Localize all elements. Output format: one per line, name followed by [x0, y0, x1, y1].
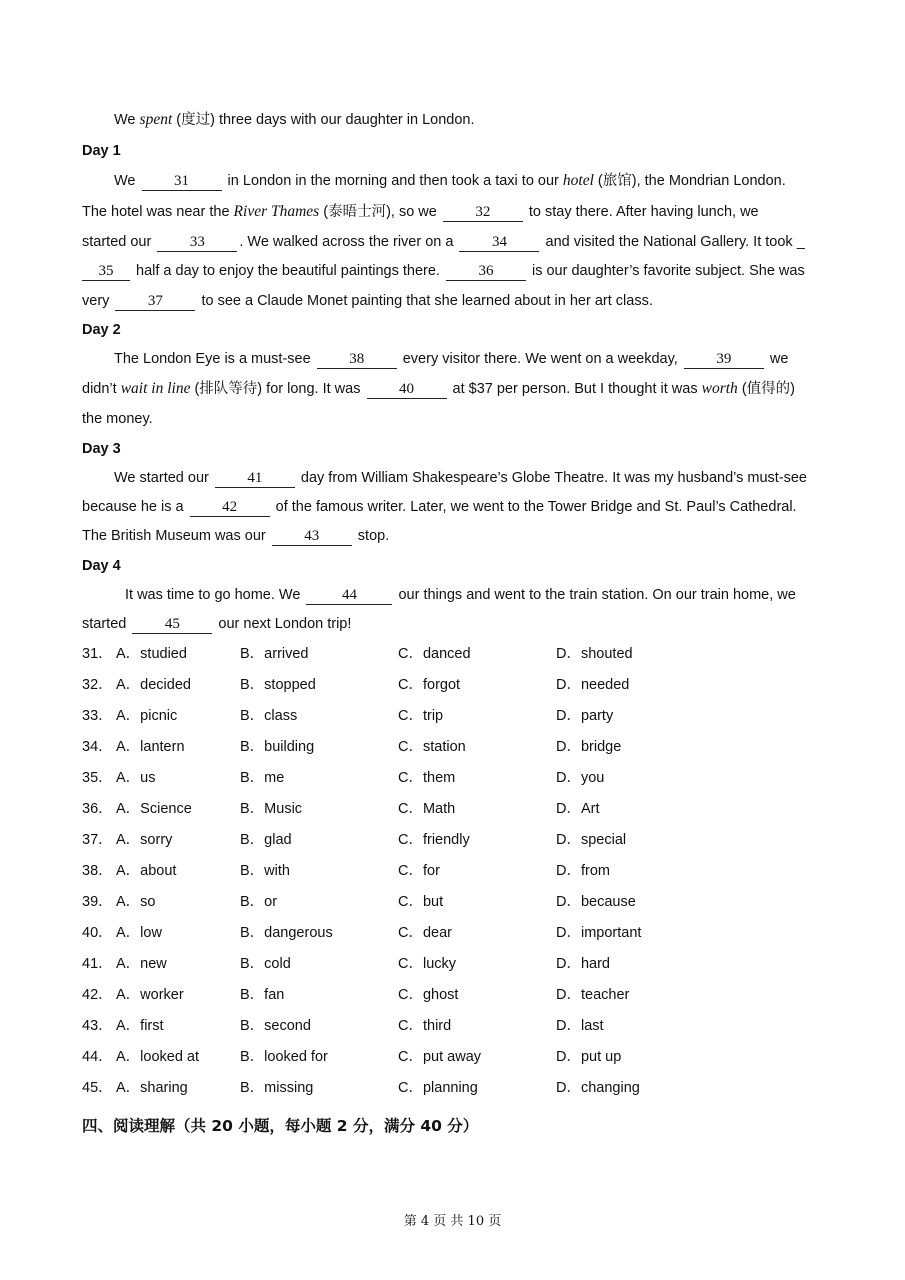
- day1-line1: [82, 171, 859, 191]
- blank-41[interactable]: 41: [215, 470, 295, 488]
- blank-43[interactable]: 43: [272, 528, 352, 546]
- option-a[interactable]: A．low: [116, 925, 162, 941]
- option-c[interactable]: C．station: [398, 739, 466, 755]
- option-d[interactable]: D．party: [556, 708, 614, 724]
- option-b[interactable]: B．Music: [240, 801, 303, 817]
- question-number: 37．: [82, 832, 113, 848]
- text: every visitor there. We went on a weekday,: [398, 351, 682, 367]
- text: didn’t: [82, 381, 121, 397]
- option-b[interactable]: B．missing: [240, 1080, 314, 1096]
- option-d[interactable]: D．Art: [556, 801, 600, 817]
- option-a[interactable]: A．sorry: [116, 832, 173, 848]
- blank-36[interactable]: 36: [446, 263, 526, 281]
- option-a[interactable]: A．us: [116, 770, 156, 786]
- italic-term: River Thames: [233, 203, 320, 220]
- day4-line2: [82, 614, 827, 634]
- text: We: [114, 112, 140, 128]
- text: to see a Claude Monet painting that she learned about in her art class.: [197, 293, 653, 309]
- text: (排队等待) for long. It was: [190, 381, 365, 397]
- option-c[interactable]: C．planning: [398, 1080, 478, 1096]
- option-a[interactable]: A．picnic: [116, 708, 178, 724]
- option-b[interactable]: B．dangerous: [240, 925, 333, 941]
- question-number: 45．: [82, 1080, 113, 1096]
- italic-term: wait in line: [120, 380, 191, 397]
- option-b[interactable]: B．second: [240, 1018, 311, 1034]
- text: of the famous writer. Later, we went to the Tower Bridge and St. Paul’s Cathedral.: [271, 499, 797, 515]
- question-number: 39．: [82, 894, 113, 910]
- day3-line1: [82, 468, 859, 488]
- option-b[interactable]: B．stopped: [240, 677, 316, 693]
- question-number: 32．: [82, 677, 113, 693]
- blank-31[interactable]: 31: [142, 173, 222, 191]
- day1-line2: [82, 202, 827, 222]
- text: We started our: [114, 470, 213, 486]
- day2-line1: [82, 349, 859, 369]
- text: (旅馆), the Mondrian London.: [593, 173, 786, 189]
- option-d[interactable]: D．special: [556, 832, 627, 848]
- option-c[interactable]: C．danced: [398, 646, 471, 662]
- option-b[interactable]: B．cold: [240, 956, 291, 972]
- option-c[interactable]: C．them: [398, 770, 456, 786]
- blank-35[interactable]: 35: [82, 263, 130, 281]
- text: our next London trip!: [214, 616, 352, 632]
- day4-line1: [82, 585, 870, 605]
- text: to stay there. After having lunch, we: [524, 204, 759, 220]
- option-d[interactable]: D．you: [556, 770, 605, 786]
- option-a[interactable]: A．so: [116, 894, 156, 910]
- blank-34[interactable]: 34: [459, 234, 539, 252]
- text: The British Museum was our: [82, 528, 270, 544]
- text: We: [114, 173, 140, 189]
- text: our things and went to the train station. On our train home, we: [394, 587, 796, 603]
- option-c[interactable]: C．friendly: [398, 832, 470, 848]
- option-b[interactable]: B．glad: [240, 832, 292, 848]
- day3-line2: [82, 497, 827, 517]
- option-a[interactable]: A．about: [116, 863, 177, 879]
- option-b[interactable]: B．or: [240, 894, 278, 910]
- text: and visited the National Gallery. It took: [541, 234, 797, 250]
- option-b[interactable]: B．looked for: [240, 1049, 328, 1065]
- option-a[interactable]: A．sharing: [116, 1080, 188, 1096]
- question-number: 44．: [82, 1049, 113, 1065]
- question-number: 31．: [82, 646, 113, 662]
- text: It was time to go home. We: [125, 587, 305, 603]
- blank-42[interactable]: 42: [190, 499, 270, 517]
- option-d[interactable]: D．teacher: [556, 987, 630, 1003]
- option-d[interactable]: D．put up: [556, 1049, 622, 1065]
- option-a[interactable]: A．worker: [116, 987, 184, 1003]
- text: . We walked across the river on a: [239, 234, 458, 250]
- option-d[interactable]: D．changing: [556, 1080, 640, 1096]
- option-c[interactable]: C．put away: [398, 1049, 482, 1065]
- option-b[interactable]: B．me: [240, 770, 285, 786]
- blank-37[interactable]: 37: [115, 293, 195, 311]
- option-d[interactable]: D．hard: [556, 956, 610, 972]
- italic-term: worth: [701, 380, 738, 397]
- day2-heading: Day 2: [82, 322, 121, 338]
- italic-term: spent: [139, 111, 173, 128]
- question-number: 42．: [82, 987, 113, 1003]
- option-c[interactable]: C．lucky: [398, 956, 457, 972]
- option-b[interactable]: B．arrived: [240, 646, 309, 662]
- text: very: [82, 293, 114, 309]
- text: (泰晤士河), so we: [319, 204, 441, 220]
- text: at $37 per person. But I thought it was: [448, 381, 702, 397]
- option-b[interactable]: B．with: [240, 863, 290, 879]
- option-a[interactable]: A．lantern: [116, 739, 185, 755]
- question-number: 36．: [82, 801, 113, 817]
- option-c[interactable]: C．but: [398, 894, 444, 910]
- option-d[interactable]: D．bridge: [556, 739, 622, 755]
- option-c[interactable]: C．forgot: [398, 677, 461, 693]
- blank-44[interactable]: 44: [306, 587, 392, 605]
- text: we: [765, 351, 789, 367]
- day4-heading: Day 4: [82, 558, 121, 574]
- intro-line: [82, 110, 859, 130]
- italic-term: hotel: [562, 172, 594, 189]
- question-number: 34．: [82, 739, 113, 755]
- option-a[interactable]: A．new: [116, 956, 167, 972]
- option-d[interactable]: D．last: [556, 1018, 604, 1034]
- text: The hotel was near the: [82, 204, 234, 220]
- option-c[interactable]: C．for: [398, 863, 440, 879]
- option-a[interactable]: A．studied: [116, 646, 187, 662]
- text: stop.: [353, 528, 390, 544]
- day3-line3: [82, 526, 827, 546]
- option-c[interactable]: C．third: [398, 1018, 452, 1034]
- blank-45[interactable]: 45: [132, 616, 212, 634]
- day3-heading: Day 3: [82, 441, 121, 457]
- option-d[interactable]: D．because: [556, 894, 636, 910]
- option-d[interactable]: D．important: [556, 925, 642, 941]
- text: _: [796, 234, 805, 250]
- text: half a day to enjoy the beautiful paintings there.: [132, 263, 444, 279]
- question-number: 43．: [82, 1018, 113, 1034]
- blank-39[interactable]: 39: [684, 351, 764, 369]
- text: started our: [82, 234, 156, 250]
- section-title: 四、阅读理解（共 20 小题，每小题 2 分，满分 40 分）: [82, 1117, 479, 1135]
- option-d[interactable]: D．from: [556, 863, 610, 879]
- question-number: 40．: [82, 925, 113, 941]
- day1-heading: Day 1: [82, 143, 121, 159]
- option-a[interactable]: A．first: [116, 1018, 164, 1034]
- page-footer: 第 4 页 共 10 页: [403, 1214, 502, 1229]
- option-c[interactable]: C．ghost: [398, 987, 459, 1003]
- blank-38[interactable]: 38: [317, 351, 397, 369]
- option-b[interactable]: B．fan: [240, 987, 285, 1003]
- question-number: 41．: [82, 956, 113, 972]
- text: because he is a: [82, 499, 188, 515]
- option-c[interactable]: C．dear: [398, 925, 452, 941]
- option-a[interactable]: A．Science: [116, 801, 192, 817]
- question-number: 38．: [82, 863, 113, 879]
- option-c[interactable]: C．trip: [398, 708, 444, 724]
- day1-line3: [82, 232, 827, 252]
- text: day from William Shakespeare’s Globe Theatre. It was my husband’s must-see: [296, 470, 808, 486]
- option-a[interactable]: A．decided: [116, 677, 191, 693]
- text: in London in the morning and then took a taxi to our: [223, 173, 563, 189]
- question-number: 35．: [82, 770, 113, 786]
- blank-32[interactable]: 32: [443, 204, 523, 222]
- text: (值得的): [737, 381, 795, 397]
- option-a[interactable]: A．looked at: [116, 1049, 200, 1065]
- blank-40[interactable]: 40: [367, 381, 447, 399]
- option-b[interactable]: B．class: [240, 708, 298, 724]
- option-b[interactable]: B．building: [240, 739, 315, 755]
- day2-line3: the money.: [82, 411, 153, 427]
- text: The London Eye is a must-see: [114, 351, 315, 367]
- option-c[interactable]: C．Math: [398, 801, 456, 817]
- text: is our daughter’s favorite subject. She was: [527, 263, 805, 279]
- option-d[interactable]: D．needed: [556, 677, 630, 693]
- question-number: 33．: [82, 708, 113, 724]
- day1-line5: [82, 291, 827, 311]
- text: (度过) three days with our daughter in London.: [172, 112, 475, 128]
- blank-33[interactable]: 33: [157, 234, 237, 252]
- day2-line2: [82, 379, 827, 399]
- day1-line4: [82, 261, 827, 281]
- option-d[interactable]: D．shouted: [556, 646, 633, 662]
- text: started: [82, 616, 131, 632]
